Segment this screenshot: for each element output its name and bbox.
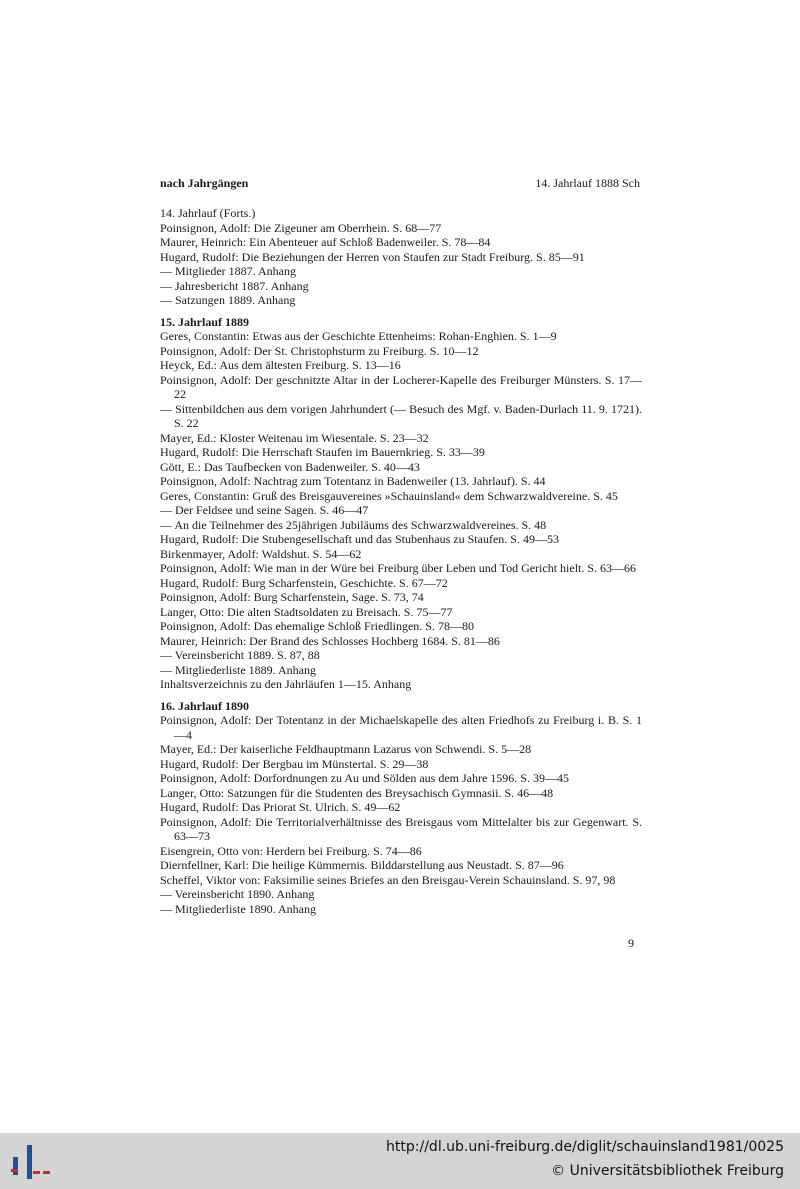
list-item: — Vereinsbericht 1889. S. 87, 88 bbox=[160, 648, 320, 662]
list-item: Hugard, Rudolf: Burg Scharfenstein, Geschichte. S. 67—72 bbox=[160, 575, 448, 590]
list-item: Maurer, Heinrich: Ein Abenteuer auf Schloß Badenweiler. S. 78—84 bbox=[160, 235, 491, 249]
list-item: Birkenmayer, Adolf: Waldshut. S. 54—62 bbox=[160, 546, 362, 561]
list-item: Poinsignon, Adolf: Burg Scharfenstein, Sage. S. 73, 74 bbox=[160, 590, 424, 604]
page-number: 9 bbox=[628, 936, 634, 950]
list-item: Poinsignon, Adolf: Das ehemalige Schloß Friedlingen. S. 78—80 bbox=[160, 619, 474, 633]
list-item: Geres, Constantin: Gruß des Breisgauvereines »Schauinsland« dem Schwarzwaldvereine. S. 45 bbox=[160, 488, 618, 503]
list-item: Diernfellner, Karl: Die heilige Kümmernis. Bilddarstellung aus Neustadt. S. 87—96 bbox=[160, 858, 564, 872]
logo-dash-red-left bbox=[11, 1169, 18, 1172]
list-item: Gött, E.: Das Taufbecken von Badenweiler. S. 40—43 bbox=[160, 459, 420, 474]
list-item: Poinsignon, Adolf: Die Zigeuner am Oberrhein. S. 68—77 bbox=[160, 220, 442, 235]
list-item: — An die Teilnehmer des 25jährigen Jubiläums des Schwarzwaldvereines. S. 48 bbox=[160, 517, 547, 532]
list-item: — Mitglieder 1887. Anhang bbox=[160, 264, 296, 278]
list-item: — Satzungen 1889. Anhang bbox=[160, 293, 296, 307]
list-item: Heyck, Ed.: Aus dem ältesten Freiburg. S. 13—16 bbox=[160, 358, 401, 372]
list-item: — Vereinsbericht 1890. Anhang bbox=[160, 887, 315, 901]
list-item: Hugard, Rudolf: Der Bergbau im Münstertal. S. 29—38 bbox=[160, 756, 429, 771]
list-item: Langer, Otto: Satzungen für die Studenten des Breysachisch Gymnasii. S. 46—48 bbox=[160, 785, 554, 800]
list-item: Hugard, Rudolf: Die Herrschaft Staufen im Bauernkrieg. S. 33—39 bbox=[160, 445, 485, 459]
library-logo-icon bbox=[11, 1139, 51, 1183]
list-item: Poinsignon, Adolf: Der Totentanz in der Michaelskapelle des alten Friedhofs zu Freiburg i. B. S. 1—4 bbox=[160, 713, 642, 742]
running-head bbox=[160, 176, 640, 194]
list-item: Hugard, Rudolf: Die Stubengesellschaft und das Stubenhaus zu Staufen. S. 49—53 bbox=[160, 532, 559, 546]
running-head-right: 14. Jahrlauf 1888 Sch bbox=[535, 176, 640, 190]
list-item: Mayer, Ed.: Der kaiserliche Feldhauptmann Lazarus von Schwendi. S. 5—28 bbox=[160, 742, 532, 756]
list-item: Mayer, Ed.: Kloster Weitenau im Wiesentale. S. 23—32 bbox=[160, 430, 429, 445]
list-item: Poinsignon, Adolf: Die Territorialverhältnisse des Breisgaus vom Mittelalter bis zur Gegenwart. S. 63—73 bbox=[160, 814, 642, 843]
document-body bbox=[160, 206, 642, 923]
list-item: Langer, Otto: Die alten Stadtsoldaten zu Breisach. S. 75—77 bbox=[160, 604, 453, 619]
list-item: — Der Feldsee und seine Sagen. S. 46—47 bbox=[160, 503, 369, 517]
list-item: — Mitgliederliste 1889. Anhang bbox=[160, 662, 316, 677]
list-item: Hugard, Rudolf: Das Priorat St. Ulrich. S. 49—62 bbox=[160, 800, 401, 814]
list-item: Poinsignon, Adolf: Der St. Christophsturm zu Freiburg. S. 10—12 bbox=[160, 343, 479, 358]
copyright-notice: © Universitätsbibliothek Freiburg bbox=[551, 1163, 784, 1179]
section-title: 15. Jahrlauf 1889 bbox=[160, 314, 250, 329]
list-item: Poinsignon, Adolf: Der geschnitzte Altar in der Locherer-Kapelle des Freiburger Münsters. S. 17—22 bbox=[160, 372, 642, 401]
list-item: Maurer, Heinrich: Der Brand des Schlosses Hochberg 1684. S. 81—86 bbox=[160, 633, 500, 648]
running-head-left: nach Jahrgängen bbox=[160, 176, 249, 190]
list-item: Poinsignon, Adolf: Nachtrag zum Totentanz in Badenweiler (13. Jahrlauf). S. 44 bbox=[160, 474, 546, 488]
section-jahrlauf-15 bbox=[160, 315, 642, 692]
permalink-url[interactable]: http://dl.ub.uni-freiburg.de/diglit/schauinsland1981/0025 bbox=[386, 1139, 784, 1155]
list-item: Poinsignon, Adolf: Dorfordnungen zu Au und Sölden aus dem Jahre 1596. S. 39—45 bbox=[160, 771, 569, 785]
list-item: Eisengrein, Otto von: Herdern bei Freiburg. S. 74—86 bbox=[160, 843, 422, 858]
list-item: Inhaltsverzeichnis zu den Jahrläufen 1—15. Anhang bbox=[160, 677, 412, 691]
list-item: Geres, Constantin: Etwas aus der Geschichte Ettenheims: Rohan-Enghien. S. 1—9 bbox=[160, 329, 557, 343]
section-jahrlauf-14 bbox=[160, 206, 642, 308]
list-item: — Jahresbericht 1887. Anhang bbox=[160, 278, 309, 293]
list-item: — Sittenbildchen aus dem vorigen Jahrhundert (— Besuch des Mgf. v. Baden-Durlach 11. 9. 1721). S. 22 bbox=[160, 401, 642, 430]
logo-bar-blue-left bbox=[13, 1157, 18, 1175]
logo-dash-red-mid bbox=[33, 1171, 40, 1174]
section-jahrlauf-16 bbox=[160, 699, 642, 917]
logo-bar-blue-mid bbox=[27, 1145, 32, 1179]
footer-bar bbox=[0, 1133, 800, 1189]
list-item: — Mitgliederliste 1890. Anhang bbox=[160, 901, 316, 916]
list-item: Hugard, Rudolf: Die Beziehungen der Herren von Staufen zur Stadt Freiburg. S. 85—91 bbox=[160, 249, 585, 264]
logo-dash-red-right bbox=[43, 1171, 50, 1174]
section-title: 14. Jahrlauf (Forts.) bbox=[160, 206, 256, 220]
section-title: 16. Jahrlauf 1890 bbox=[160, 698, 250, 713]
list-item: Poinsignon, Adolf: Wie man in der Würe bei Freiburg über Leben und Tod Gericht hielt. S. 63—66 bbox=[160, 561, 637, 575]
list-item: Scheffel, Viktor von: Faksimilie seines Briefes an den Breisgau-Verein Schauinsland. S. 97, 98 bbox=[160, 872, 616, 887]
